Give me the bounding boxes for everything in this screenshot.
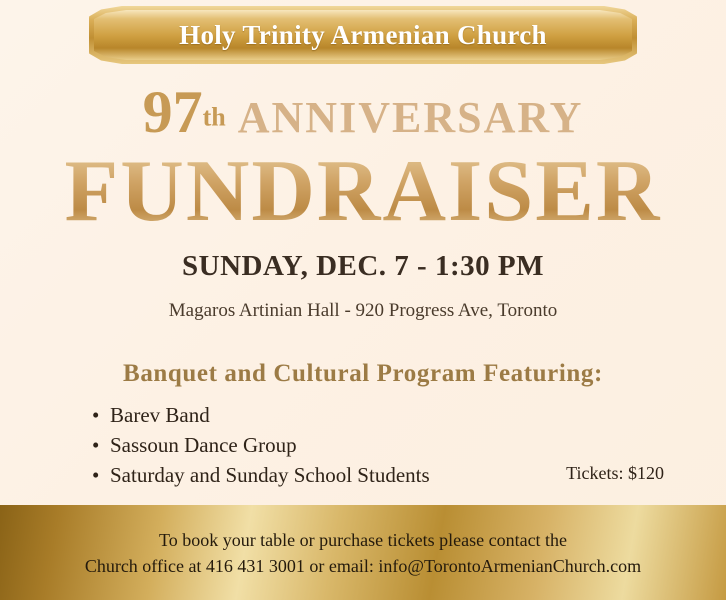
list-item-label: Barev Band xyxy=(110,403,210,427)
list-item-label: Saturday and Sunday School Students xyxy=(110,463,430,487)
list-item xyxy=(88,460,430,490)
anniversary-heading xyxy=(0,78,726,147)
contact-line-1: To book your table or purchase tickets please contact the xyxy=(158,529,568,550)
ticket-price: Tickets: $120 xyxy=(566,463,664,483)
anniversary-word: ANNIVERSARY xyxy=(237,93,584,142)
contact-footer xyxy=(0,505,726,600)
list-item xyxy=(88,400,430,430)
anniversary-number: 97 xyxy=(142,79,203,145)
contact-line-2: Church office at 416 431 3001 or email: info@TorontoArmenianChurch.com xyxy=(84,555,642,576)
list-item xyxy=(88,430,430,460)
event-datetime: SUNDAY, DEC. 7 - 1:30 PM xyxy=(182,250,544,282)
anniversary-ordinal: th xyxy=(202,102,226,132)
bullet-icon: • xyxy=(92,463,100,487)
fundraiser-title: FUNDRAISER xyxy=(0,148,726,236)
church-name-text: Holy Trinity Armenian Church xyxy=(179,19,547,50)
program-heading: Banquet and Cultural Program Featuring: xyxy=(123,360,603,387)
list-item-label: Sassoun Dance Group xyxy=(110,433,297,457)
event-venue: Magaros Artinian Hall - 920 Progress Ave, Toronto xyxy=(168,300,558,321)
church-name-banner xyxy=(89,6,637,64)
bullet-icon: • xyxy=(92,433,100,457)
bullet-icon: • xyxy=(92,403,100,427)
program-list xyxy=(88,400,430,490)
